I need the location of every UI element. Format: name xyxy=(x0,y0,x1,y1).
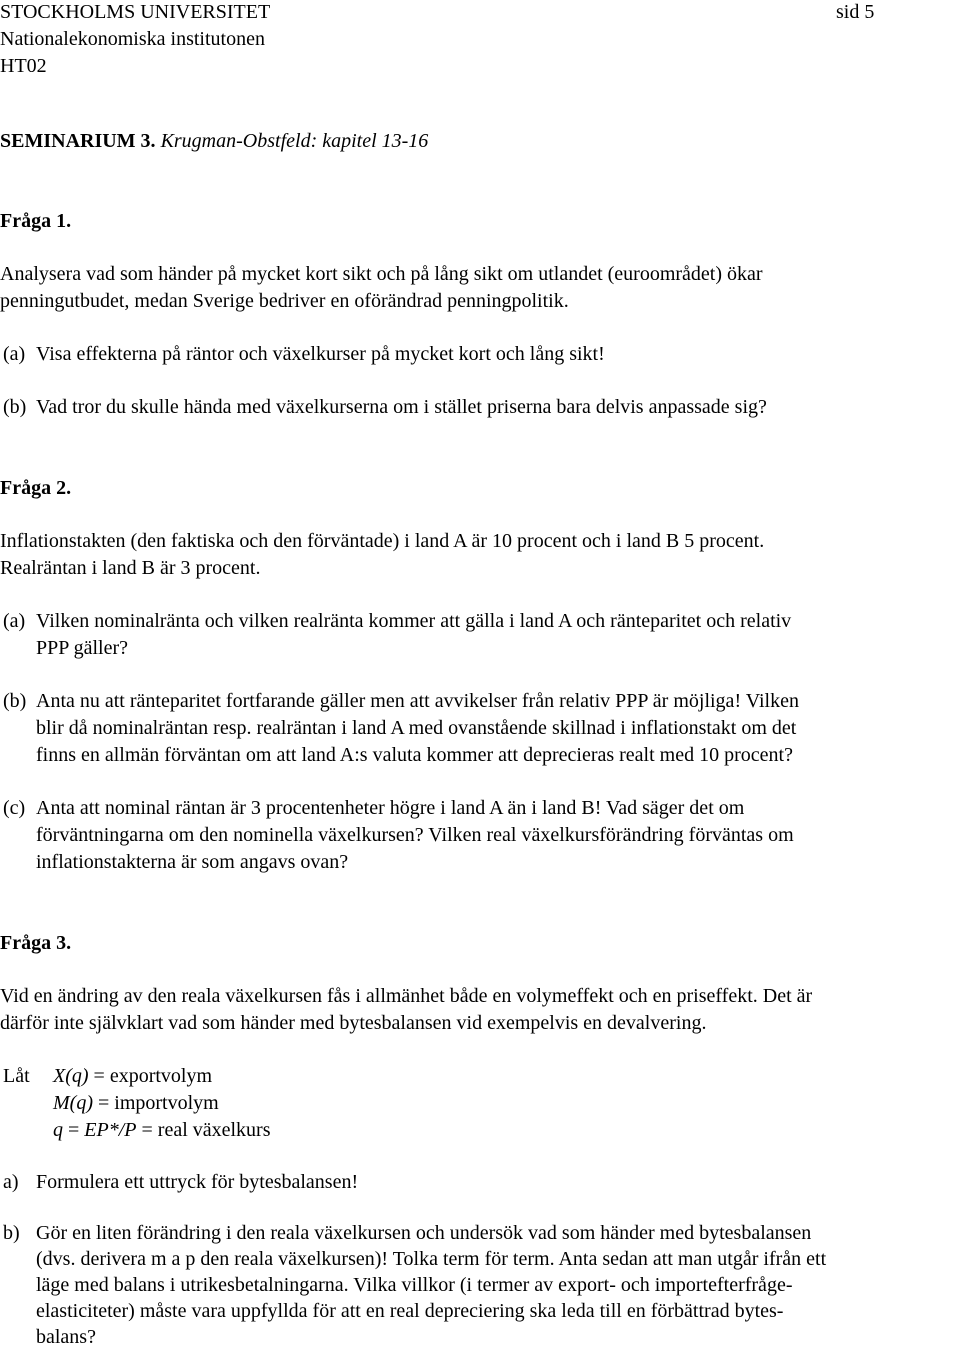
definition-text: = real växelkurs xyxy=(136,1119,271,1141)
definition-symbol: X(q) xyxy=(53,1065,89,1087)
q1-a-text: Visa effekterna på räntor och växelkurser på mycket kort och lång sikt! xyxy=(36,343,605,365)
question-1-heading: Fråga 1. xyxy=(0,210,72,232)
q3-b-line: (dvs. derivera m a p den reala växelkursen)! Tolka term för term. Anta sedan att man utgår ifrån ett xyxy=(36,1248,827,1270)
definition-formula: EP*/P xyxy=(84,1119,137,1141)
q2-a-label: (a) xyxy=(3,610,26,632)
page-number: sid 5 xyxy=(836,1,875,23)
q3-b-line: balans? xyxy=(36,1326,96,1348)
q3-a-text: Formulera ett uttryck för bytesbalansen! xyxy=(36,1171,359,1193)
question-3-heading: Fråga 3. xyxy=(0,932,72,954)
question-1-intro-line: Analysera vad som händer på mycket kort sikt och på lång sikt om utlandet (euroområdet) ökar xyxy=(0,263,763,285)
let-word: Låt xyxy=(3,1065,30,1087)
question-2-intro-line: Realräntan i land B är 3 procent. xyxy=(0,557,261,579)
q2-a-line: Vilken nominalränta och vilken realränta kommer att gälla i land A och ränteparitet och relativ xyxy=(36,610,792,632)
definition-symbol: q xyxy=(53,1119,63,1141)
q3-b-line: elasticiteter) måste vara uppfyllda för att en real depreciering ska leda till en förbättrad bytes- xyxy=(36,1300,784,1322)
q1-b-label: (b) xyxy=(3,396,27,418)
q2-b-line: Anta nu att ränteparitet fortfarande gäller men att avvikelser från relativ PPP är möjliga! Vilken xyxy=(36,690,799,712)
q2-c-line: inflationstakterna är som angavs ovan? xyxy=(36,851,349,873)
q2-c-line: Anta att nominal räntan är 3 procentenheter högre i land A än i land B! Vad säger det om xyxy=(36,797,745,819)
seminar-title: SEMINARIUM 3. xyxy=(0,130,156,152)
q3-a-label: a) xyxy=(3,1171,19,1193)
q2-a-line: PPP gäller? xyxy=(36,637,129,659)
q3-b-line: läge med balans i utrikesbetalningarna. Vilka villkor (i termer av export- och importefterfråge- xyxy=(36,1274,793,1296)
q2-b-label: (b) xyxy=(3,690,27,712)
question-2-heading: Fråga 2. xyxy=(0,477,72,499)
seminar-heading xyxy=(0,128,428,155)
q3-b-label: b) xyxy=(3,1222,20,1244)
definition-symbol: M(q) xyxy=(53,1092,93,1114)
q1-a-label: (a) xyxy=(3,343,26,365)
seminar-subtitle: Krugman-Obstfeld: kapitel 13-16 xyxy=(160,130,429,152)
term-label: HT02 xyxy=(0,55,47,77)
q3-b-line: Gör en liten förändring i den reala växelkursen och undersök vad som händer med bytesbalansen xyxy=(36,1222,812,1244)
definition-text: = exportvolym xyxy=(88,1065,213,1087)
department-name: Nationalekonomiska institutonen xyxy=(0,28,265,50)
definition-real-exchange-rate xyxy=(53,1117,271,1144)
q2-b-line: finns en allmän förväntan om att land A:s valuta kommer att deprecieras realt med 10 procent? xyxy=(36,744,793,766)
university-name: STOCKHOLMS UNIVERSITET xyxy=(0,1,271,23)
q2-c-label: (c) xyxy=(3,797,26,819)
q2-c-line: förväntningarna om den nominella växelkursen? Vilken real växelkursförändring förväntas om xyxy=(36,824,794,846)
question-3-intro-line: Vid en ändring av den reala växelkursen fås i allmänhet både en volymeffekt och en priseffekt. Det är xyxy=(0,985,813,1007)
definition-text: = importvolym xyxy=(92,1092,219,1114)
question-3-intro-line: därför inte självklart vad som händer med bytesbalansen vid exempelvis en devalvering. xyxy=(0,1012,707,1034)
definition-equals: = xyxy=(63,1119,85,1141)
q1-b-text: Vad tror du skulle hända med växelkurserna om i stället priserna bara delvis anpassade sig? xyxy=(36,396,767,418)
definition-import xyxy=(53,1090,219,1117)
question-1-intro-line: penningutbudet, medan Sverige bedriver en oförändrad penningpolitik. xyxy=(0,290,569,312)
q2-b-line: blir då nominalräntan resp. realräntan i land A med ovanstående skillnad i inflationstakt om det xyxy=(36,717,797,739)
definition-export xyxy=(53,1063,212,1090)
question-2-intro-line: Inflationstakten (den faktiska och den förväntade) i land A är 10 procent och i land B 5 procent. xyxy=(0,530,765,552)
